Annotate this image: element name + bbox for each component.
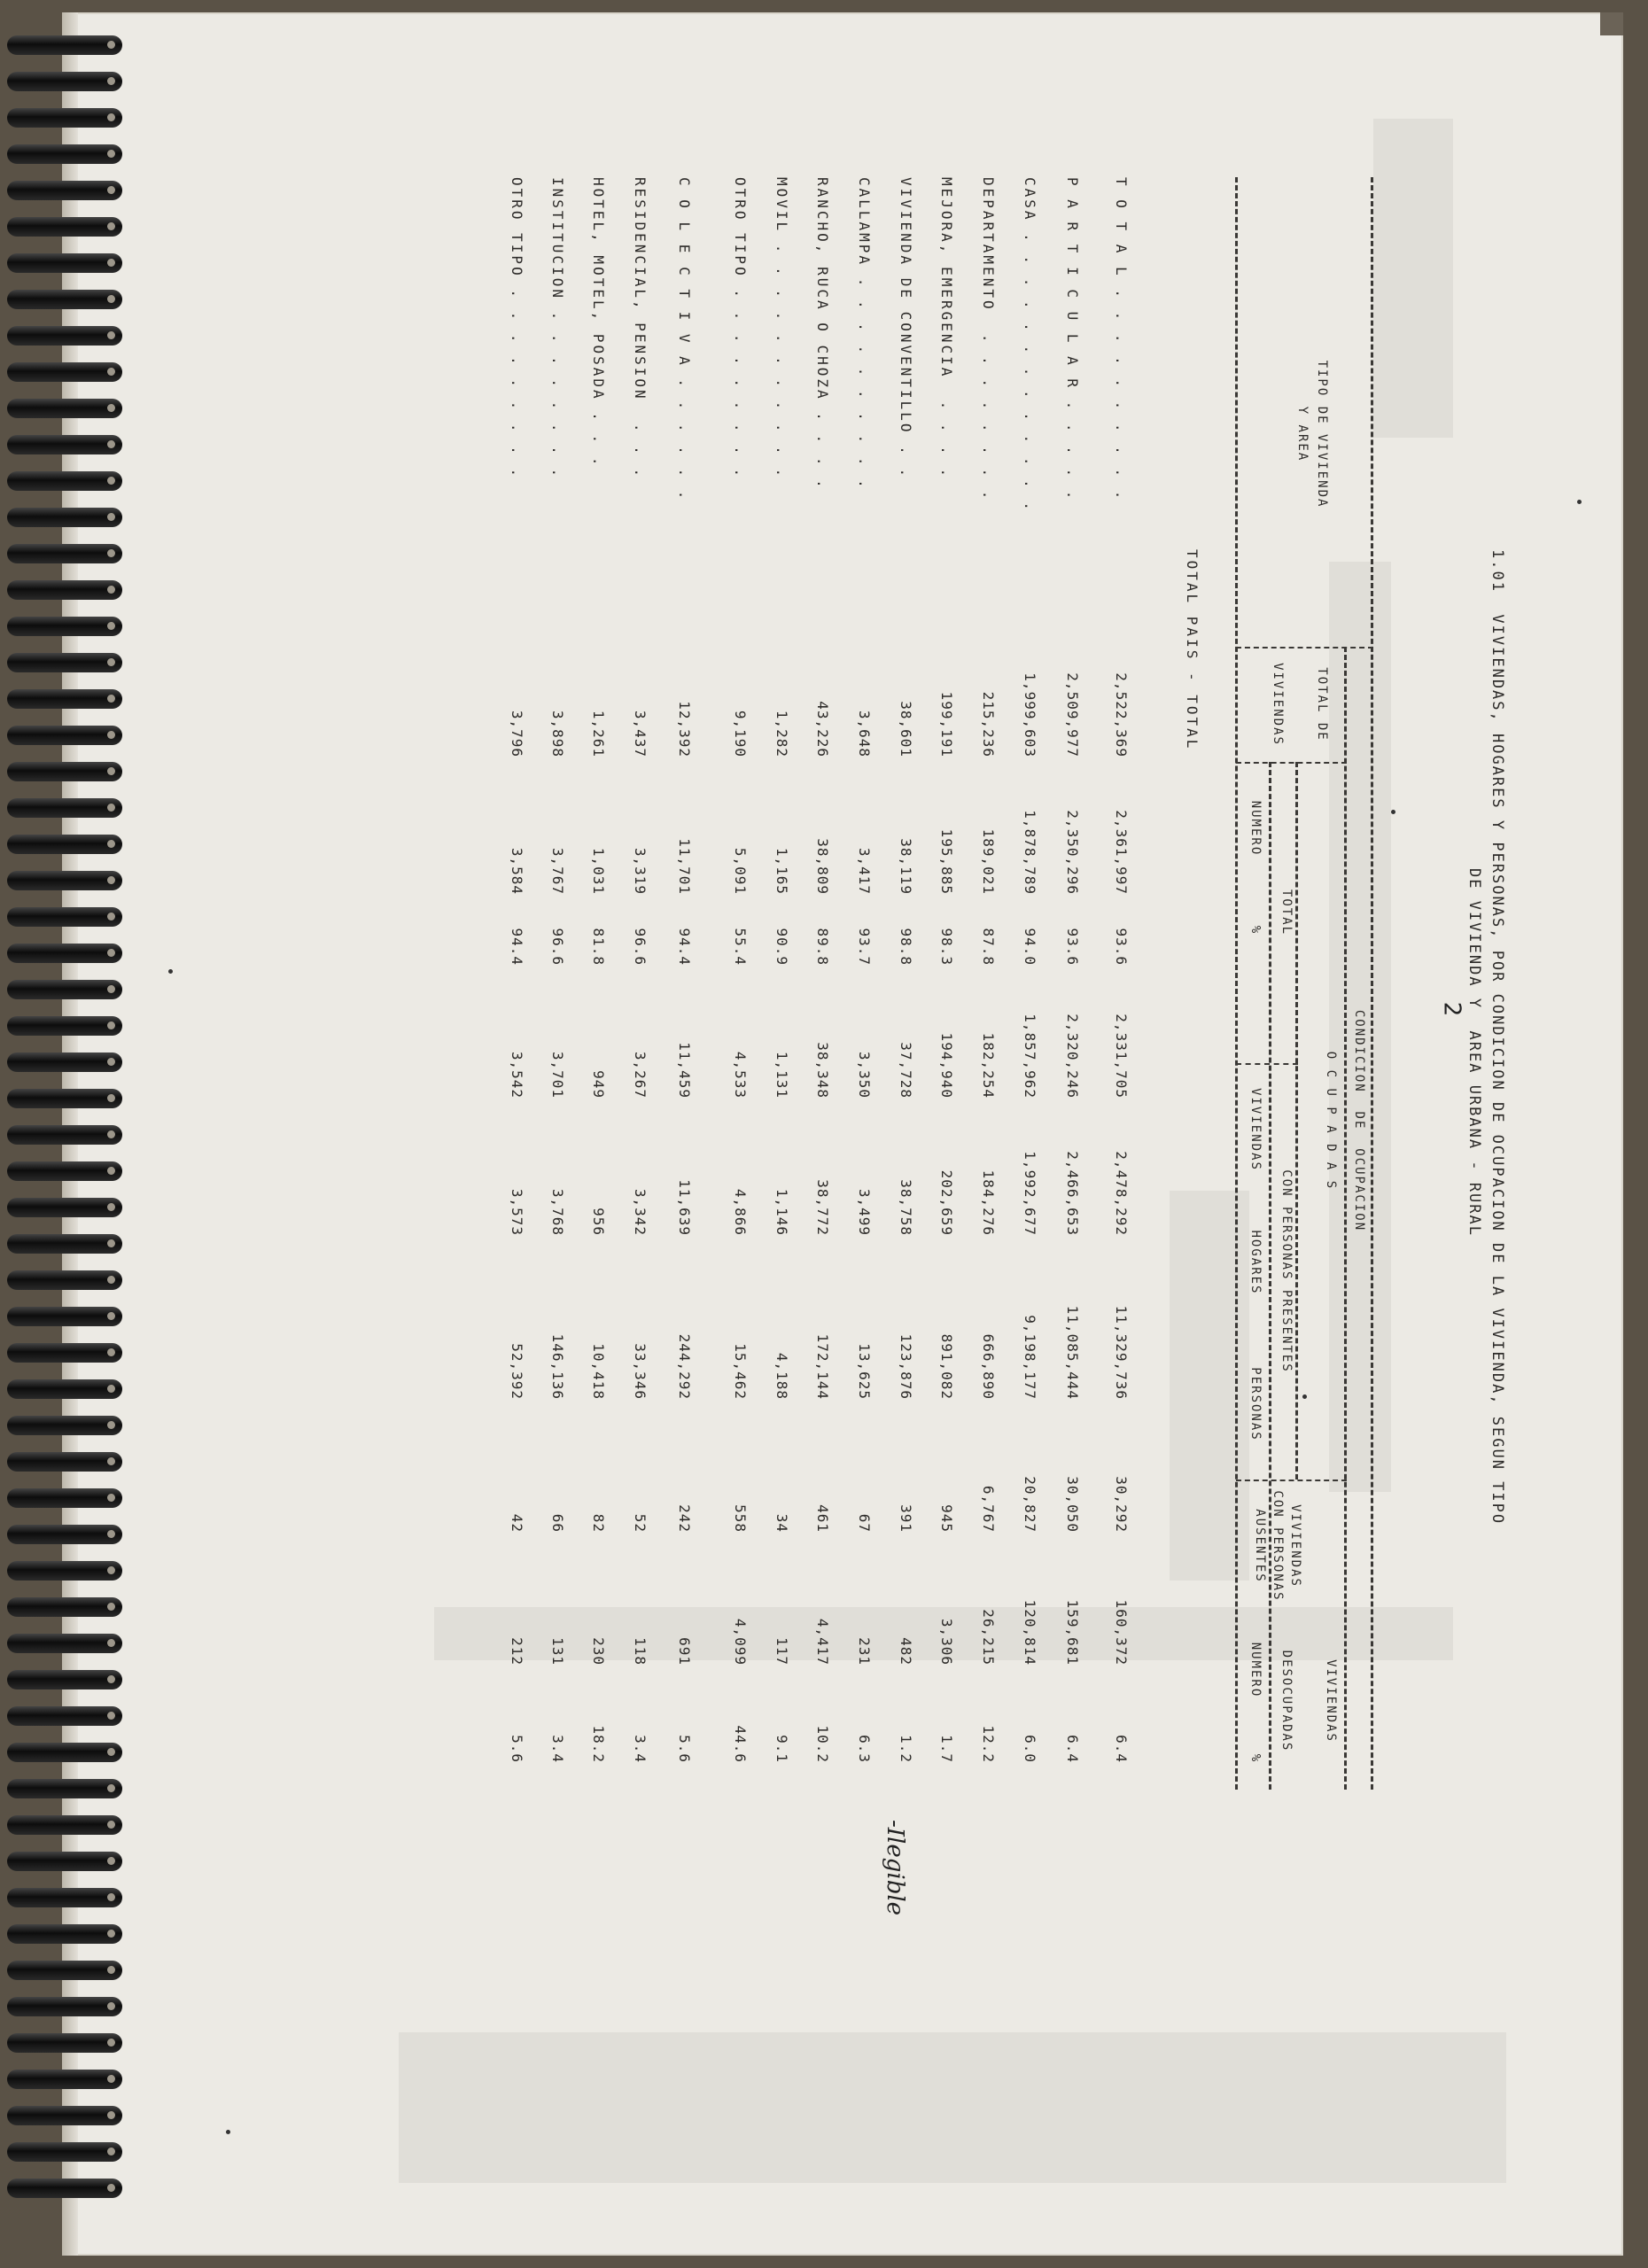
cell-des: 231 xyxy=(856,1637,873,1666)
spiral-coil xyxy=(7,762,122,781)
cell-dpct: 6.3 xyxy=(856,1735,873,1763)
cell-des: 26,215 xyxy=(980,1609,997,1666)
cell-total: 12,392 xyxy=(676,701,693,757)
cell-label: MOVIL . . . . . . . . . . . xyxy=(773,177,790,480)
spiral-coil xyxy=(7,326,122,346)
hdr-tipo-2: Y AREA xyxy=(1295,406,1310,462)
page-number: 2 xyxy=(1438,1001,1465,1017)
cell-total: 1,282 xyxy=(773,710,790,757)
cell-viv: 949 xyxy=(590,1070,607,1099)
spiral-coil xyxy=(7,1779,122,1798)
cell-total: 43,226 xyxy=(814,701,831,757)
cell-dpct: 5.6 xyxy=(509,1735,525,1763)
cell-hog: 2,466,653 xyxy=(1064,1151,1081,1236)
spiral-coil xyxy=(7,1488,122,1508)
cell-num: 195,885 xyxy=(938,828,955,895)
cell-num: 2,350,296 xyxy=(1064,810,1081,895)
cell-total: 2,509,977 xyxy=(1064,672,1081,757)
cell-per: 9,198,177 xyxy=(1022,1315,1038,1400)
spiral-coil xyxy=(7,35,122,55)
cell-num: 5,091 xyxy=(732,847,749,895)
cell-pct: 87.8 xyxy=(980,928,997,966)
spiral-coil xyxy=(7,1379,122,1399)
header-bottom-rule xyxy=(1235,177,1238,1790)
cell-per: 15,462 xyxy=(732,1343,749,1400)
spiral-coil xyxy=(7,217,122,237)
cell-total: 215,236 xyxy=(980,691,997,757)
hdr-viv: VIVIENDAS xyxy=(1248,1088,1263,1171)
hdr-total: TOTAL xyxy=(1279,889,1294,936)
spiral-coil xyxy=(7,1706,122,1726)
cell-num: 1,878,789 xyxy=(1022,810,1038,895)
cell-pct: 93.7 xyxy=(856,928,873,966)
cell-hog: 3,342 xyxy=(632,1188,649,1236)
cell-des: 117 xyxy=(773,1637,790,1666)
spiral-coil xyxy=(7,1343,122,1363)
cell-dpct: 9.1 xyxy=(773,1735,790,1763)
spiral-coil xyxy=(7,108,122,128)
spiral-coil xyxy=(7,72,122,91)
cell-label: RANCHO, RUCA O CHOZA . . . . xyxy=(814,177,831,491)
spiral-coil xyxy=(7,1743,122,1762)
hdr-hogares: HOGARES xyxy=(1248,1230,1263,1295)
rotated-table xyxy=(177,177,1506,2197)
cell-num: 3,767 xyxy=(549,847,566,895)
spiral-coil xyxy=(7,1270,122,1290)
hdr-pct: % xyxy=(1248,925,1263,936)
hdr-ausentes-2: CON PERSONAS xyxy=(1271,1490,1285,1602)
spiral-coil xyxy=(7,1815,122,1835)
spiral-coil xyxy=(7,290,122,309)
cell-num: 3,319 xyxy=(632,847,649,895)
cell-pct: 93.6 xyxy=(1064,928,1081,966)
cell-des: 230 xyxy=(590,1637,607,1666)
cell-des: 212 xyxy=(509,1637,525,1666)
cell-pct: 89.8 xyxy=(814,928,831,966)
cell-total: 3,437 xyxy=(632,710,649,757)
cell-num: 3,417 xyxy=(856,847,873,895)
cell-hog: 956 xyxy=(590,1208,607,1236)
spiral-coil xyxy=(7,181,122,200)
cell-pct: 94.0 xyxy=(1022,928,1038,966)
col-divider xyxy=(1236,647,1373,649)
table-title-line1: 1.01 VIVIENDAS, HOGARES Y PERSONAS, POR CONDICION DE OCUPACION DE LA VIVIENDA, SEGUN TIPO xyxy=(1489,549,1506,1526)
spiral-coil xyxy=(7,1161,122,1181)
cell-dpct: 10.2 xyxy=(814,1725,831,1763)
spiral-coil xyxy=(7,1307,122,1326)
cell-viv: 1,857,962 xyxy=(1022,1014,1038,1099)
cell-aus: 52 xyxy=(632,1513,649,1533)
cell-per: 52,392 xyxy=(509,1343,525,1400)
cell-aus: 42 xyxy=(509,1513,525,1533)
cell-viv: 3,350 xyxy=(856,1051,873,1099)
spiral-coil xyxy=(7,1888,122,1907)
spiral-coil xyxy=(7,2106,122,2125)
cell-des: 131 xyxy=(549,1637,566,1666)
spiral-coil xyxy=(7,362,122,382)
spiral-coil xyxy=(7,871,122,890)
cell-label: MEJORA, EMERGENCIA . . . . xyxy=(938,177,955,480)
cell-viv: 194,940 xyxy=(938,1032,955,1099)
condicion-rule xyxy=(1344,647,1347,1790)
cell-hog: 1,146 xyxy=(773,1188,790,1236)
cell-num: 1,165 xyxy=(773,847,790,895)
cell-viv: 37,728 xyxy=(898,1042,914,1099)
spiral-coil xyxy=(7,1597,122,1617)
cell-total: 9,190 xyxy=(732,710,749,757)
cell-viv: 2,320,246 xyxy=(1064,1014,1081,1099)
spiral-coil xyxy=(7,1452,122,1472)
cell-num: 38,809 xyxy=(814,838,831,895)
cell-per: 244,292 xyxy=(676,1333,693,1400)
cell-num: 1,031 xyxy=(590,847,607,895)
cell-dpct: 1.7 xyxy=(938,1735,955,1763)
spiral-coil xyxy=(7,617,122,636)
cell-dpct: 18.2 xyxy=(590,1725,607,1763)
cell-label: OTRO TIPO . . . . . . . . . xyxy=(732,177,749,480)
cell-aus: 30,292 xyxy=(1113,1476,1130,1533)
cell-hog: 202,659 xyxy=(938,1169,955,1236)
cell-per: 123,876 xyxy=(898,1333,914,1400)
spiral-coil xyxy=(7,907,122,927)
cell-des: 691 xyxy=(676,1637,693,1666)
cell-hog: 38,758 xyxy=(898,1179,914,1236)
cell-viv: 3,542 xyxy=(509,1051,525,1099)
cell-aus: 391 xyxy=(898,1504,914,1533)
hdr-viviendas-grp: VIVIENDAS xyxy=(1324,1659,1338,1743)
cell-per: 172,144 xyxy=(814,1333,831,1400)
spiral-coil xyxy=(7,689,122,709)
cell-dpct: 44.6 xyxy=(732,1725,749,1763)
cell-total: 3,898 xyxy=(549,710,566,757)
cell-per: 10,418 xyxy=(590,1343,607,1400)
cell-hog: 11,639 xyxy=(676,1179,693,1236)
hdr-personas: PERSONAS xyxy=(1248,1367,1263,1441)
cell-total: 1,261 xyxy=(590,710,607,757)
cell-label: HOTEL, MOTEL, POSADA . . . xyxy=(590,177,607,469)
spiral-coil xyxy=(7,1052,122,1072)
section-title: TOTAL PAIS - TOTAL xyxy=(1184,549,1201,751)
spiral-coil xyxy=(7,1525,122,1544)
cell-des: 159,681 xyxy=(1064,1599,1081,1666)
cell-des: 4,417 xyxy=(814,1618,831,1666)
hdr-numero: NUMERO xyxy=(1248,800,1263,857)
cell-aus: 34 xyxy=(773,1513,790,1533)
spiral-coil xyxy=(7,1234,122,1254)
cell-total: 199,191 xyxy=(938,691,955,757)
spiral-coil xyxy=(7,544,122,563)
handwritten-note: -Ilegible xyxy=(882,1820,908,1916)
cell-viv: 3,701 xyxy=(549,1051,566,1099)
cell-pct: 94.4 xyxy=(509,928,525,966)
spiral-coil xyxy=(7,471,122,491)
hdr-desocupadas: DESOCUPADAS xyxy=(1279,1650,1294,1752)
spiral-coil xyxy=(7,980,122,999)
spiral-coil xyxy=(7,1416,122,1435)
spiral-coil xyxy=(7,1198,122,1217)
cell-per: 11,329,736 xyxy=(1113,1305,1130,1400)
cell-label: T O T A L . . . . . . . . . . xyxy=(1113,177,1130,502)
hdr-con-presentes: CON PERSONAS PRESENTES xyxy=(1279,1169,1294,1373)
cell-label: C O L E C T I V A . . . . . . xyxy=(676,177,693,502)
cell-pct: 55.4 xyxy=(732,928,749,966)
spiral-coil xyxy=(7,835,122,854)
spiral-coil xyxy=(7,2033,122,2053)
hdr-pct2: % xyxy=(1248,1753,1263,1764)
cell-des: 120,814 xyxy=(1022,1599,1038,1666)
cell-total: 3,648 xyxy=(856,710,873,757)
ocupadas-rule xyxy=(1295,762,1298,1480)
sub-rule xyxy=(1269,762,1271,1790)
cell-viv: 2,331,705 xyxy=(1113,1014,1130,1099)
cell-label: P A R T I C U L A R . . . . . xyxy=(1064,177,1081,502)
cell-hog: 3,499 xyxy=(856,1188,873,1236)
spiral-coil xyxy=(7,1125,122,1145)
cell-dpct: 3.4 xyxy=(549,1735,566,1763)
cell-aus: 945 xyxy=(938,1504,955,1533)
spiral-coil xyxy=(7,2070,122,2089)
spiral-coil xyxy=(7,253,122,273)
hdr-ocupadas: O C U P A D A S xyxy=(1324,1051,1338,1191)
cell-dpct: 1.2 xyxy=(898,1735,914,1763)
cell-num: 3,584 xyxy=(509,847,525,895)
cell-per: 11,085,444 xyxy=(1064,1305,1081,1400)
cell-aus: 30,050 xyxy=(1064,1476,1081,1533)
hdr-ausentes-3: AUSENTES xyxy=(1253,1509,1267,1583)
cell-pct: 98.3 xyxy=(938,928,955,966)
spiral-binding xyxy=(0,35,133,2233)
cell-des: 118 xyxy=(632,1637,649,1666)
spiral-coil xyxy=(7,726,122,745)
cell-per: 13,625 xyxy=(856,1343,873,1400)
hdr-viviendas: VIVIENDAS xyxy=(1271,663,1285,746)
cell-dpct: 12.2 xyxy=(980,1725,997,1763)
cell-label: CALLAMPA . . . . . . . . . . xyxy=(856,177,873,491)
cell-hog: 184,276 xyxy=(980,1169,997,1236)
cell-dpct: 6.0 xyxy=(1022,1735,1038,1763)
cell-pct: 96.6 xyxy=(549,928,566,966)
cell-viv: 1,131 xyxy=(773,1051,790,1099)
cell-per: 33,346 xyxy=(632,1343,649,1400)
page-corner xyxy=(1600,12,1623,35)
cell-label: VIVIENDA DE CONVENTILLO . . xyxy=(898,177,914,480)
spiral-coil xyxy=(7,1924,122,1944)
cell-label: DEPARTAMENTO . . . . . . . . xyxy=(980,177,997,502)
speck xyxy=(168,969,173,974)
cell-viv: 4,533 xyxy=(732,1051,749,1099)
cell-label: RESIDENCIAL, PENSION . . . xyxy=(632,177,649,480)
spiral-coil xyxy=(7,1089,122,1108)
cell-hog: 3,573 xyxy=(509,1188,525,1236)
spiral-coil xyxy=(7,580,122,600)
cell-total: 1,999,603 xyxy=(1022,672,1038,757)
table-title-line2: DE VIVIENDA Y AREA URBANA - RURAL xyxy=(1465,868,1483,1237)
cell-des: 160,372 xyxy=(1113,1599,1130,1666)
cell-per: 666,890 xyxy=(980,1333,997,1400)
cell-viv: 182,254 xyxy=(980,1032,997,1099)
cell-total: 3,796 xyxy=(509,710,525,757)
spiral-coil xyxy=(7,1852,122,1871)
cell-hog: 4,866 xyxy=(732,1188,749,1236)
spiral-coil xyxy=(7,2142,122,2162)
spiral-coil xyxy=(7,653,122,672)
cell-des: 482 xyxy=(898,1637,914,1666)
cell-label: CASA . . . . . . . . . . . . . xyxy=(1022,177,1038,513)
header-top-rule xyxy=(1371,177,1373,1790)
cell-total: 2,522,369 xyxy=(1113,672,1130,757)
cell-viv: 11,459 xyxy=(676,1042,693,1099)
spiral-coil xyxy=(7,399,122,418)
cell-pct: 90.9 xyxy=(773,928,790,966)
hdr-tipo-1: TIPO DE VIVIENDA xyxy=(1315,360,1329,509)
cell-hog: 2,478,292 xyxy=(1113,1151,1130,1236)
cell-aus: 20,827 xyxy=(1022,1476,1038,1533)
spiral-coil xyxy=(7,144,122,164)
hdr-numero2: NUMERO xyxy=(1248,1642,1263,1698)
cell-aus: 6,767 xyxy=(980,1485,997,1533)
hdr-total-de: TOTAL DE xyxy=(1315,667,1329,742)
cell-dpct: 5.6 xyxy=(676,1735,693,1763)
cell-hog: 1,992,677 xyxy=(1022,1151,1038,1236)
spiral-coil xyxy=(7,798,122,818)
spiral-coil xyxy=(7,1961,122,1980)
cell-num: 38,119 xyxy=(898,838,914,895)
cell-num: 2,361,997 xyxy=(1113,810,1130,895)
cell-dpct: 3.4 xyxy=(632,1735,649,1763)
cell-des: 4,099 xyxy=(732,1618,749,1666)
cell-total: 38,601 xyxy=(898,701,914,757)
spiral-coil xyxy=(7,1670,122,1689)
cell-per: 146,136 xyxy=(549,1333,566,1400)
spiral-coil xyxy=(7,2179,122,2198)
cell-hog: 38,772 xyxy=(814,1179,831,1236)
cell-per: 4,188 xyxy=(773,1352,790,1400)
cell-aus: 242 xyxy=(676,1504,693,1533)
spiral-coil xyxy=(7,1561,122,1581)
cell-label: INSTITUCION . . . . . . . . xyxy=(549,177,566,480)
spiral-coil xyxy=(7,1997,122,2016)
cell-pct: 81.8 xyxy=(590,928,607,966)
spiral-coil xyxy=(7,508,122,527)
spiral-coil xyxy=(7,944,122,963)
cell-hog: 3,768 xyxy=(549,1188,566,1236)
hdr-condicion: CONDICION DE OCUPACION xyxy=(1352,1009,1366,1232)
cell-aus: 82 xyxy=(590,1513,607,1533)
cell-aus: 67 xyxy=(856,1513,873,1533)
cell-num: 11,701 xyxy=(676,838,693,895)
cell-pct: 96.6 xyxy=(632,928,649,966)
cell-label: OTRO TIPO . . . . . . . . . xyxy=(509,177,525,480)
cell-num: 189,021 xyxy=(980,828,997,895)
cell-per: 891,082 xyxy=(938,1333,955,1400)
speck xyxy=(1577,500,1582,504)
cell-aus: 461 xyxy=(814,1504,831,1533)
cell-viv: 38,348 xyxy=(814,1042,831,1099)
cell-pct: 93.6 xyxy=(1113,928,1130,966)
spiral-coil xyxy=(7,435,122,454)
spiral-coil xyxy=(7,1634,122,1653)
cell-dpct: 6.4 xyxy=(1064,1735,1081,1763)
cell-aus: 558 xyxy=(732,1504,749,1533)
cell-dpct: 6.4 xyxy=(1113,1735,1130,1763)
cell-viv: 3,267 xyxy=(632,1051,649,1099)
cell-aus: 66 xyxy=(549,1513,566,1533)
cell-pct: 94.4 xyxy=(676,928,693,966)
hdr-ausentes-1: VIVIENDAS xyxy=(1288,1504,1302,1588)
cell-des: 3,306 xyxy=(938,1618,955,1666)
cell-pct: 98.8 xyxy=(898,928,914,966)
spiral-coil xyxy=(7,1016,122,1036)
